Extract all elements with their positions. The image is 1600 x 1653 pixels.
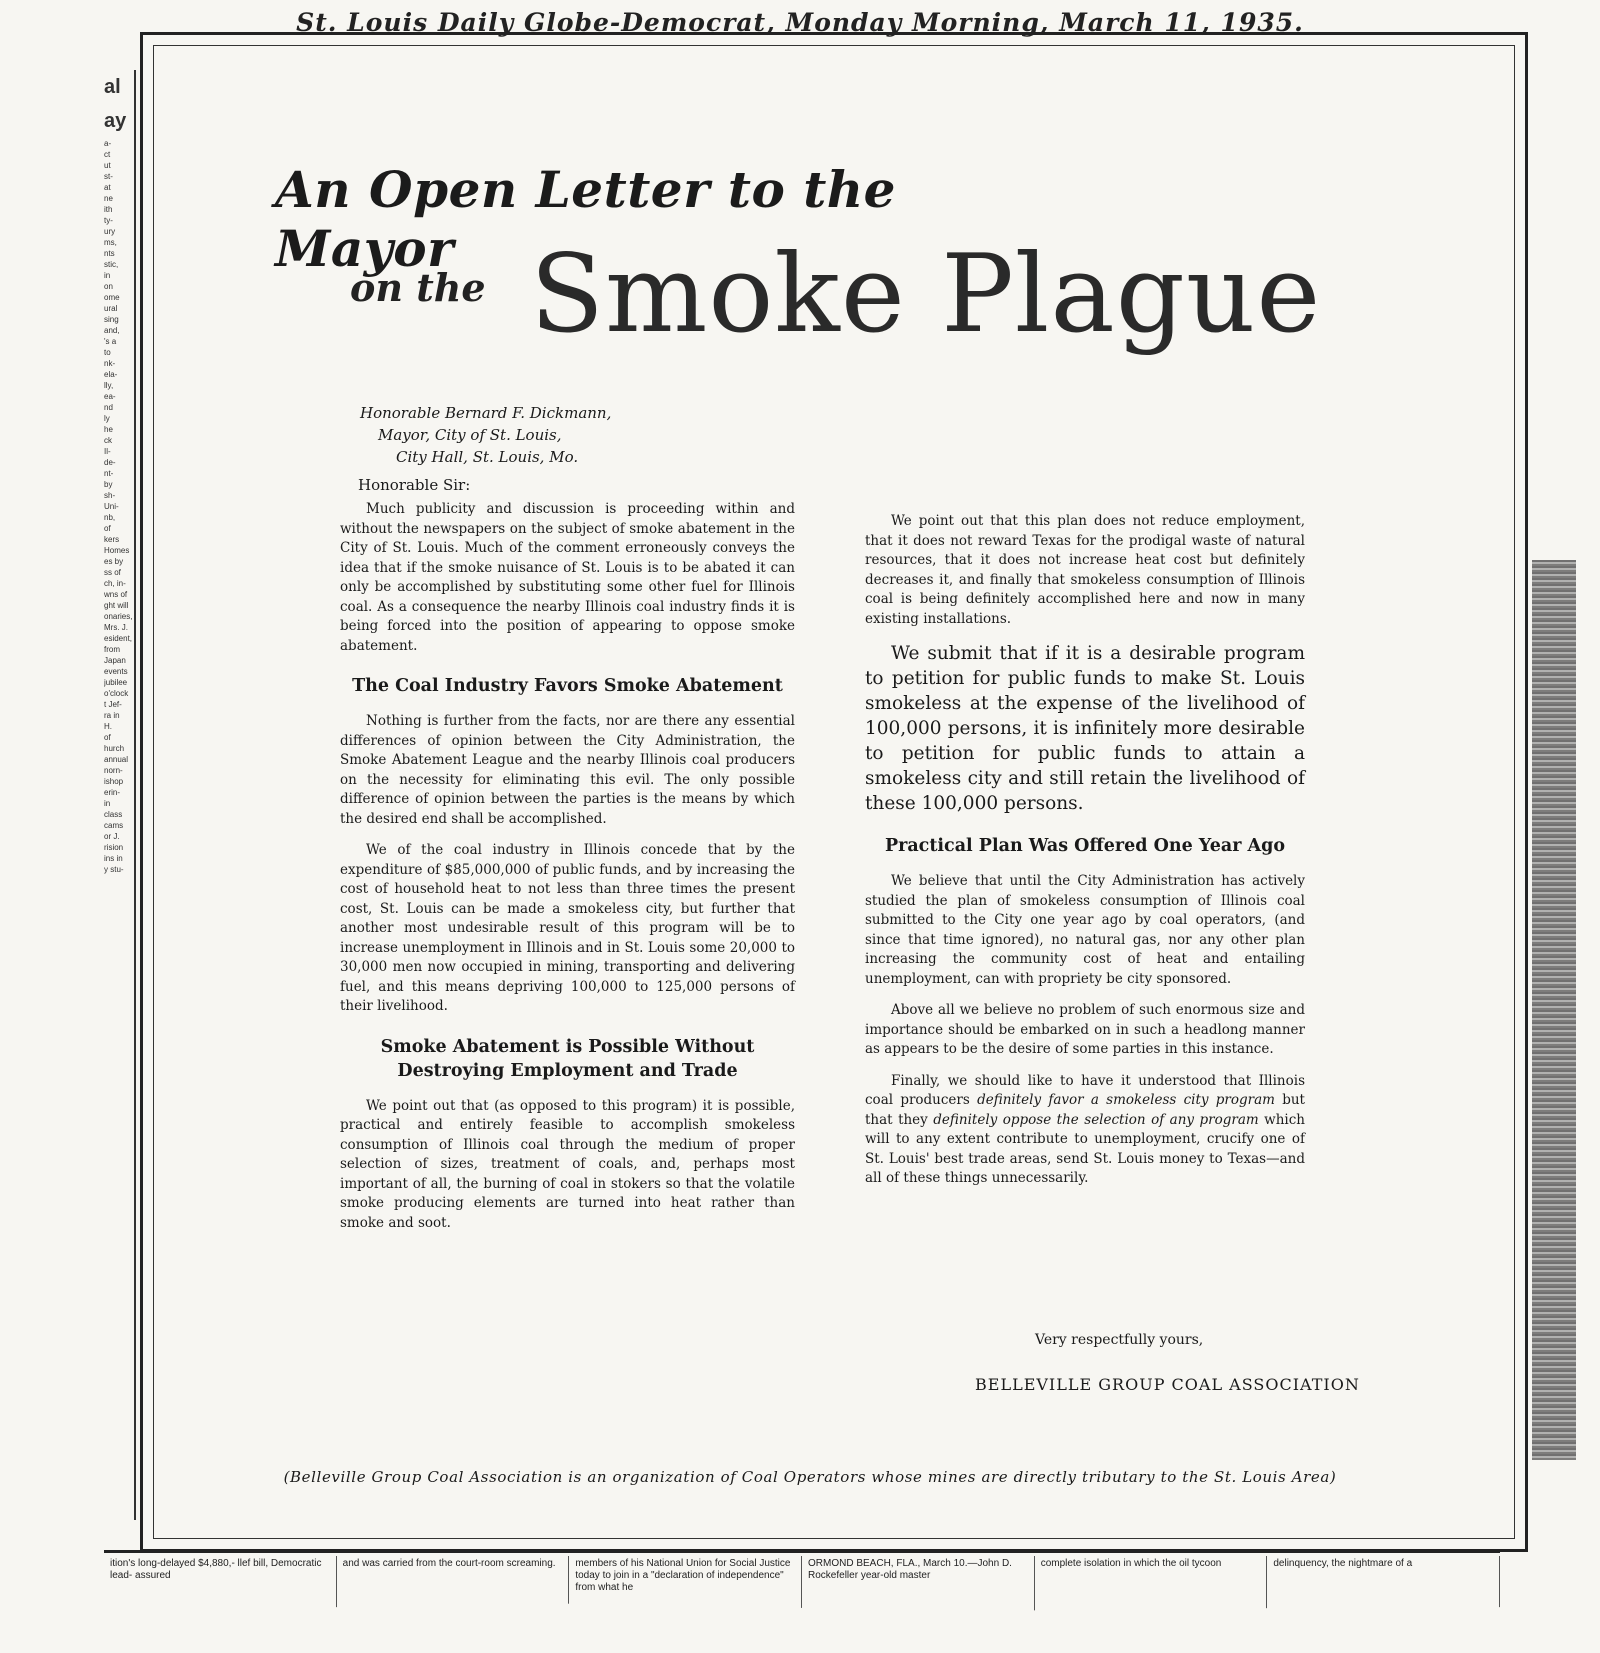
fragment-line: Mrs. J. — [104, 623, 128, 632]
footnote: (Belleville Group Coal Association is an organization of Coal Operators whose mines are directly tributary to the St. Louis Area) — [283, 1468, 1337, 1486]
headline-line1: An Open Letter to the Mayor — [275, 160, 896, 278]
article-fragment: ORMOND BEACH, FLA., March 10.—John D. Rockefeller year-old master — [802, 1556, 1035, 1616]
newspaper-masthead: St. Louis Daily Globe-Democrat, Monday Morning, March 11, 1935. — [296, 8, 1304, 37]
fragment-line: ea- — [104, 392, 116, 401]
fragment-line: ural — [104, 304, 118, 313]
fragment-line: Il- — [104, 447, 111, 456]
fragment-line: nd — [104, 403, 113, 412]
paragraph: Nothing is further from the facts, nor are there any essential differences of opinion between the City Administration, the Smoke Abatement League and the nearby Illinois coal producers on the necessity for eliminating this evil. The only possible difference of opinion between the parties is the means by which the desired end shall be accomplished. — [340, 713, 795, 827]
fragment-line: on — [104, 282, 113, 291]
fragment-line: by — [104, 480, 113, 489]
text-run: which will to any extent contribute to unemployment, crucify one of St. Louis' best trade areas, send St. Louis money to Texas—and all of these things unnecessarily. — [865, 1111, 1305, 1186]
text-run: Finally, we should like to have it understood that Illinois coal producers — [865, 1072, 1305, 1108]
paragraph: We point out that this plan does not reduce employment, that it does not reward Texas for the prodigal waste of natural resources, that it does not increase heat cost but definitely decreases it, and finally that smokeless consumption of Illinois coal is being definitely accomplished here and now in many existing installations. — [865, 513, 1305, 627]
paragraph: Above all we believe no problem of such enormous size and importance should be embarked on in such a headlong manner as appears to be the desire of some parties in this instance. — [865, 1002, 1305, 1057]
fragment-line: ins in — [104, 854, 123, 863]
fragment-line: in — [104, 271, 111, 280]
text-run: but that they — [865, 1092, 1305, 1128]
fragment-line: from — [104, 645, 120, 654]
fragment-line: al — [104, 76, 121, 98]
fragment-line: ck — [104, 436, 112, 445]
fragment-line: Homes — [104, 546, 130, 555]
paragraph: We of the coal industry in Illinois concede that by the expenditure of $85,000,000 of public funds, and by increasing the cost of household heat to not less than three times the present cost, St. Louis can be made a smokeless city, but further that another most undesirable result of this program will be to increase unemployment in Illinois and in St. Louis some 20,000 to 30,000 men now occupied in mining, transporting and delivering fuel, and this means depriving 100,000 to 125,000 persons of their livelihood. — [340, 842, 795, 1014]
fragment-line: Japan — [104, 656, 126, 665]
article-fragment: delinquency, the nightmare of a — [1267, 1556, 1500, 1616]
article-fragment: members of his National Union for Social Justice today to join in a "declaration of independence" from what he — [569, 1556, 802, 1616]
paragraph: We point out that (as opposed to this program) it is possible, practical and entirely feasible to accomplish smokeless consumption of Illinois coal through the medium of proper selection of sizes, treatment of coals, and, perhaps most important of all, the burning of coal in stokers so that the volatile smoke producing elements are turned into heat rather than smoke and soot. — [340, 1097, 795, 1231]
headline-on-the: on the — [350, 265, 486, 310]
fragment-line: es by — [104, 557, 124, 566]
fragment-line: ay — [104, 110, 127, 132]
fragment-line: ury — [104, 227, 116, 236]
fragment-line: jubilee — [104, 678, 128, 687]
adjacent-column-fragments — [104, 70, 136, 1520]
headline-main: Smoke Plague — [530, 232, 1322, 357]
subheading: Practical Plan Was Offered One Year Ago — [884, 836, 1286, 856]
fragment-line: stic, — [104, 260, 119, 269]
recipient-address — [360, 402, 611, 468]
fragment-line: to — [104, 348, 111, 357]
fragment-line: ly — [104, 414, 110, 423]
fragment-line: ne — [104, 194, 113, 203]
fragment-line: st- — [104, 172, 113, 181]
fragment-line: ishop — [104, 777, 124, 786]
fragment-line: he — [104, 425, 113, 434]
italic-text-run: definitely oppose the selection of any program — [933, 1111, 1259, 1128]
fragment-line: t Jef- — [104, 700, 122, 709]
fragment-line: sh- — [104, 491, 116, 500]
fragment-line: class — [104, 810, 123, 819]
left-column — [340, 500, 795, 1245]
fragment-line: ela- — [104, 370, 118, 379]
fragment-line: Uni- — [104, 502, 119, 511]
torn-right-edge — [1532, 560, 1576, 1460]
fragment-line: at — [104, 183, 111, 192]
fragment-line: cams — [104, 821, 124, 830]
fragment-line: events — [104, 667, 128, 676]
subheading: The Coal Industry Favors Smoke Abatement — [352, 676, 783, 696]
paragraph — [865, 1072, 1305, 1189]
fragment-line: annual — [104, 755, 129, 764]
subheading: Smoke Abatement is Possible Without Destroying Employment and Trade — [380, 1036, 755, 1081]
closing: Very respectfully yours, — [1035, 1332, 1204, 1348]
emphasis-paragraph: We submit that if it is a desirable program to petition for public funds to make St. Louis smokeless at the expense of the livelihood of 100,000 persons, it is infinitely more desirable to petition for public funds to attain a smokeless city and still retain the livelihood of these 100,000 persons. — [865, 643, 1305, 814]
fragment-line: ms, — [104, 238, 117, 247]
paragraph: Much publicity and discussion is proceeding within and without the newspapers on the subject of smoke abatement in the City of St. Louis. Much of the comment erroneously conveys the idea that if the smoke nuisance of St. Louis is to be abated it can only be accomplished by substituting some other fuel for Illinois coal. As a consequence the nearby Illinois coal industry finds it is being forced into the position of appearing to oppose smoke abatement. — [340, 501, 795, 654]
fragment-line: ch, in- — [104, 579, 126, 588]
fragment-line: nts — [104, 249, 115, 258]
fragment-line: erin- — [104, 788, 121, 797]
address-line: Mayor, City of St. Louis, — [378, 426, 562, 444]
fragment-line: lly, — [104, 381, 114, 390]
fragment-line: sing — [104, 315, 119, 324]
fragment-line: nt- — [104, 469, 114, 478]
fragment-line: or J. — [104, 832, 120, 841]
fragment-line: a- — [104, 139, 112, 148]
fragment-line: nk- — [104, 359, 116, 368]
fragment-line: hurch — [104, 744, 125, 753]
address-line: Honorable Bernard F. Dickmann, — [360, 404, 612, 422]
italic-text-run: definitely favor a smokeless city program — [977, 1092, 1275, 1108]
fragment-line: H. — [104, 722, 112, 731]
fragment-line: nb, — [104, 513, 116, 522]
fragment-line: ss of — [104, 568, 121, 577]
fragment-line: norn- — [104, 766, 123, 775]
address-line: City Hall, St. Louis, Mo. — [396, 448, 579, 466]
fragment-line: in — [104, 799, 111, 808]
fragment-line: wns of — [104, 590, 128, 599]
fragment-line: of — [104, 524, 111, 533]
fragment-line: esident, — [104, 634, 133, 643]
fragment-line: 's a — [104, 337, 117, 346]
bottom-rule — [104, 1550, 1500, 1553]
article-fragment: complete isolation in which the oil tycoon — [1035, 1556, 1268, 1616]
fragment-line: of — [104, 733, 111, 742]
signature: BELLEVILLE GROUP COAL ASSOCIATION — [975, 1375, 1360, 1394]
fragment-line: ra in — [104, 711, 120, 720]
fragment-line: ut — [104, 161, 111, 170]
fragment-line: ct — [104, 150, 111, 159]
fragment-line: de- — [104, 458, 116, 467]
paragraph: We believe that until the City Administration has actively studied the plan of smokeless consumption of Illinois coal submitted to the City one year ago by coal operators, (and since that time ignored), no natural gas, nor any other plan increasing the community cost of heat and entailing unemployment, can with propriety be city sponsored. — [865, 873, 1305, 987]
fragment-line: o'clock — [104, 689, 129, 698]
fragment-line: y stu- — [104, 865, 124, 874]
fragment-line: ty- — [104, 216, 113, 225]
fragment-line: ght will — [104, 601, 129, 610]
fragment-line: and, — [104, 326, 120, 335]
right-column — [865, 512, 1305, 1201]
salutation: Honorable Sir: — [358, 476, 471, 494]
fragment-line: onaries, — [104, 612, 133, 621]
fragment-line: ith — [104, 205, 113, 214]
fragment-line: kers — [104, 535, 120, 544]
fragment-line: ome — [104, 293, 120, 302]
fragment-line: rision — [104, 843, 124, 852]
article-fragment: ition's long-delayed $4,880,- llef bill, Democratic lead- assured — [104, 1556, 337, 1616]
article-fragment: and was carried from the court-room screaming. — [337, 1556, 570, 1616]
